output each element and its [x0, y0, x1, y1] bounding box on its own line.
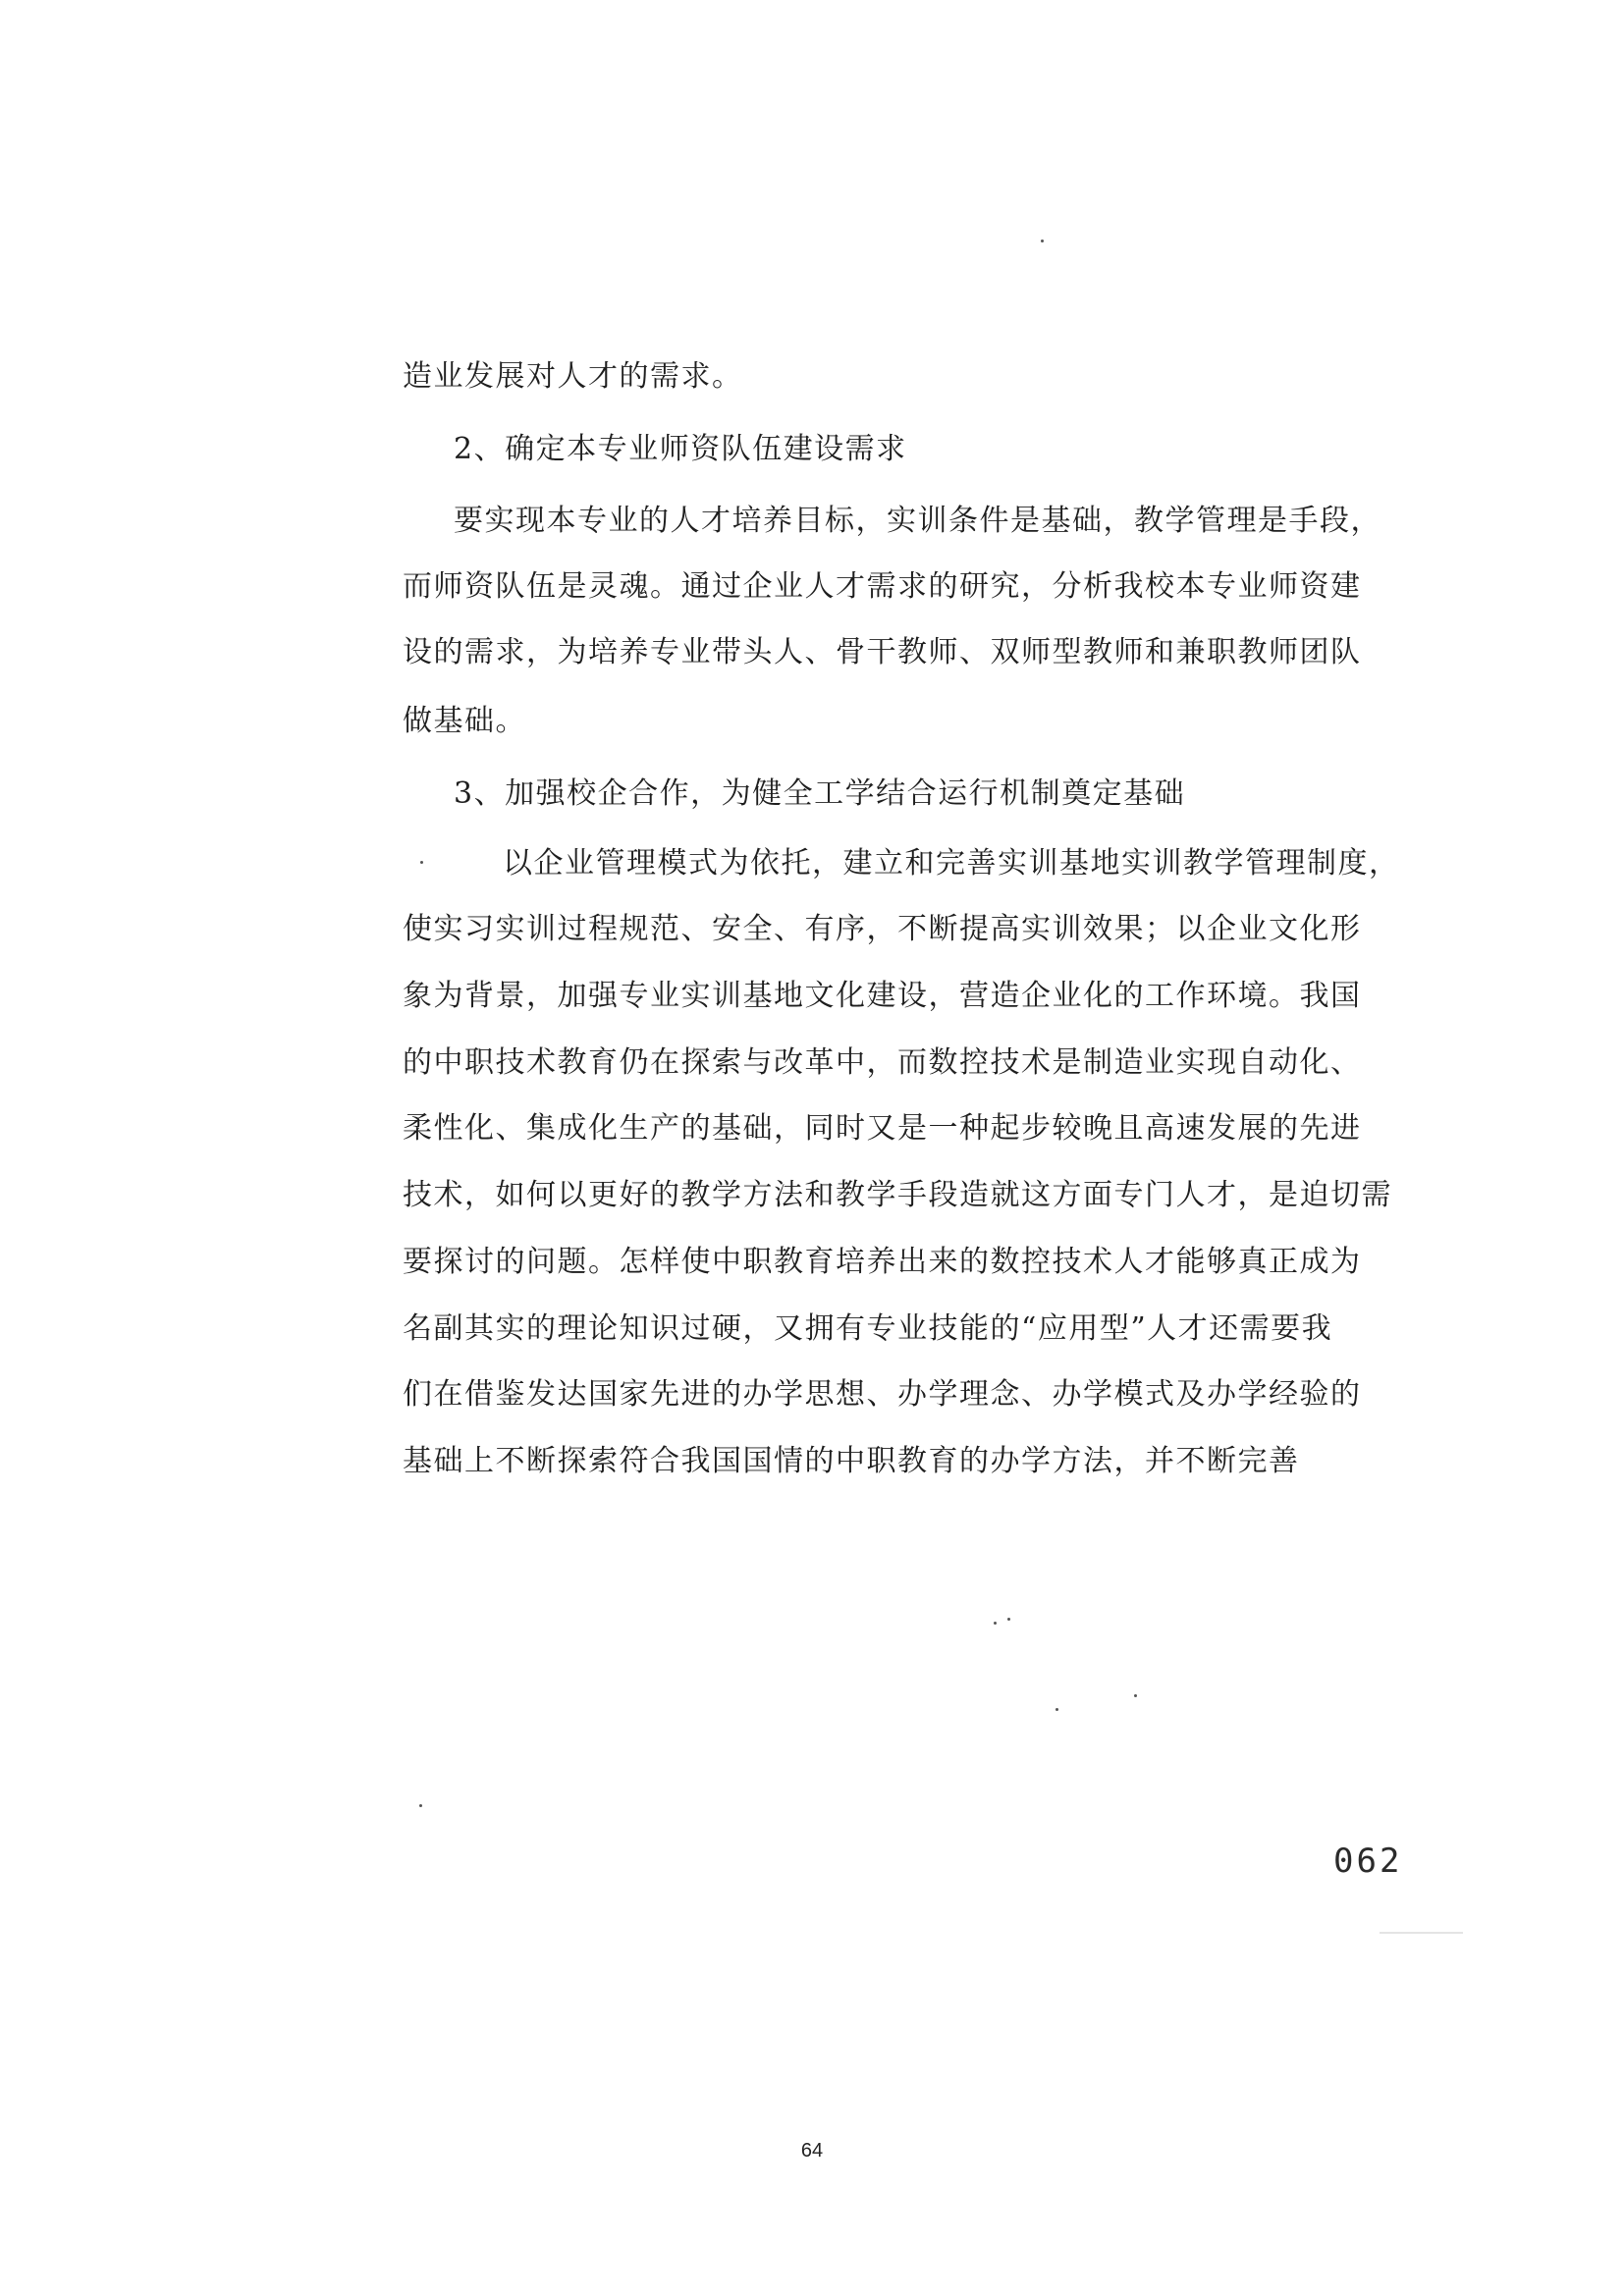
- body-line-14: 要探讨的问题。怎样使中职教育培养出来的数控技术人才能够真正成为: [403, 1245, 1362, 1279]
- body-line-10: 象为背景，加强专业实训基地文化建设，营造企业化的工作环境。我国: [403, 979, 1362, 1013]
- body-line-9: 使实习实训过程规范、安全、有序，不断提高实训效果；以企业文化形: [403, 912, 1362, 946]
- body-line-17: 基础上不断探索符合我国国情的中职教育的办学方法，并不断完善: [403, 1444, 1300, 1478]
- scan-speck: [419, 1804, 422, 1807]
- scan-speck: [420, 861, 423, 864]
- scan-speck: [1134, 1694, 1137, 1697]
- stamp-divider: [1380, 1932, 1463, 1934]
- body-line-4: 而师资队伍是灵魂。通过企业人才需求的研究，分析我校本专业师资建: [403, 569, 1362, 604]
- scan-speck: [1056, 1708, 1058, 1711]
- body-line-8: 以企业管理模式为依托，建立和完善实训基地实训教学管理制度，: [503, 846, 1400, 881]
- body-line-15: 名副其实的理论知识过硬，又拥有专业技能的“应用型”人才还需要我: [403, 1311, 1333, 1346]
- body-line-16: 们在借鉴发达国家先进的办学思想、办学理念、办学模式及办学经验的: [403, 1377, 1362, 1412]
- body-line-3: 要实现本专业的人才培养目标，实训条件是基础，教学管理是手段，: [454, 504, 1381, 538]
- section-heading-3: 3、加强校企合作，为健全工学结合运行机制奠定基础: [454, 776, 1186, 811]
- scan-speck: [1007, 1618, 1010, 1621]
- section-heading-2: 2、确定本专业师资队伍建设需求: [454, 432, 907, 466]
- body-line-6: 做基础。: [403, 704, 526, 738]
- scan-speck: [1041, 240, 1044, 242]
- body-line-11: 的中职技术教育仍在探索与改革中，而数控技术是制造业实现自动化、: [403, 1045, 1362, 1080]
- body-line-12: 柔性化、集成化生产的基础，同时又是一种起步较晚且高速发展的先进: [403, 1111, 1362, 1146]
- archive-stamp-number: 062: [1333, 1842, 1403, 1881]
- body-line-5: 设的需求，为培养专业带头人、骨干教师、双师型教师和兼职教师团队: [403, 635, 1362, 669]
- scan-speck: [994, 1622, 997, 1625]
- page-number: 64: [800, 2140, 824, 2162]
- body-line-13: 技术，如何以更好的教学方法和教学手段造就这方面专门人才，是迫切需: [403, 1178, 1392, 1212]
- body-line-1: 造业发展对人才的需求。: [403, 359, 743, 394]
